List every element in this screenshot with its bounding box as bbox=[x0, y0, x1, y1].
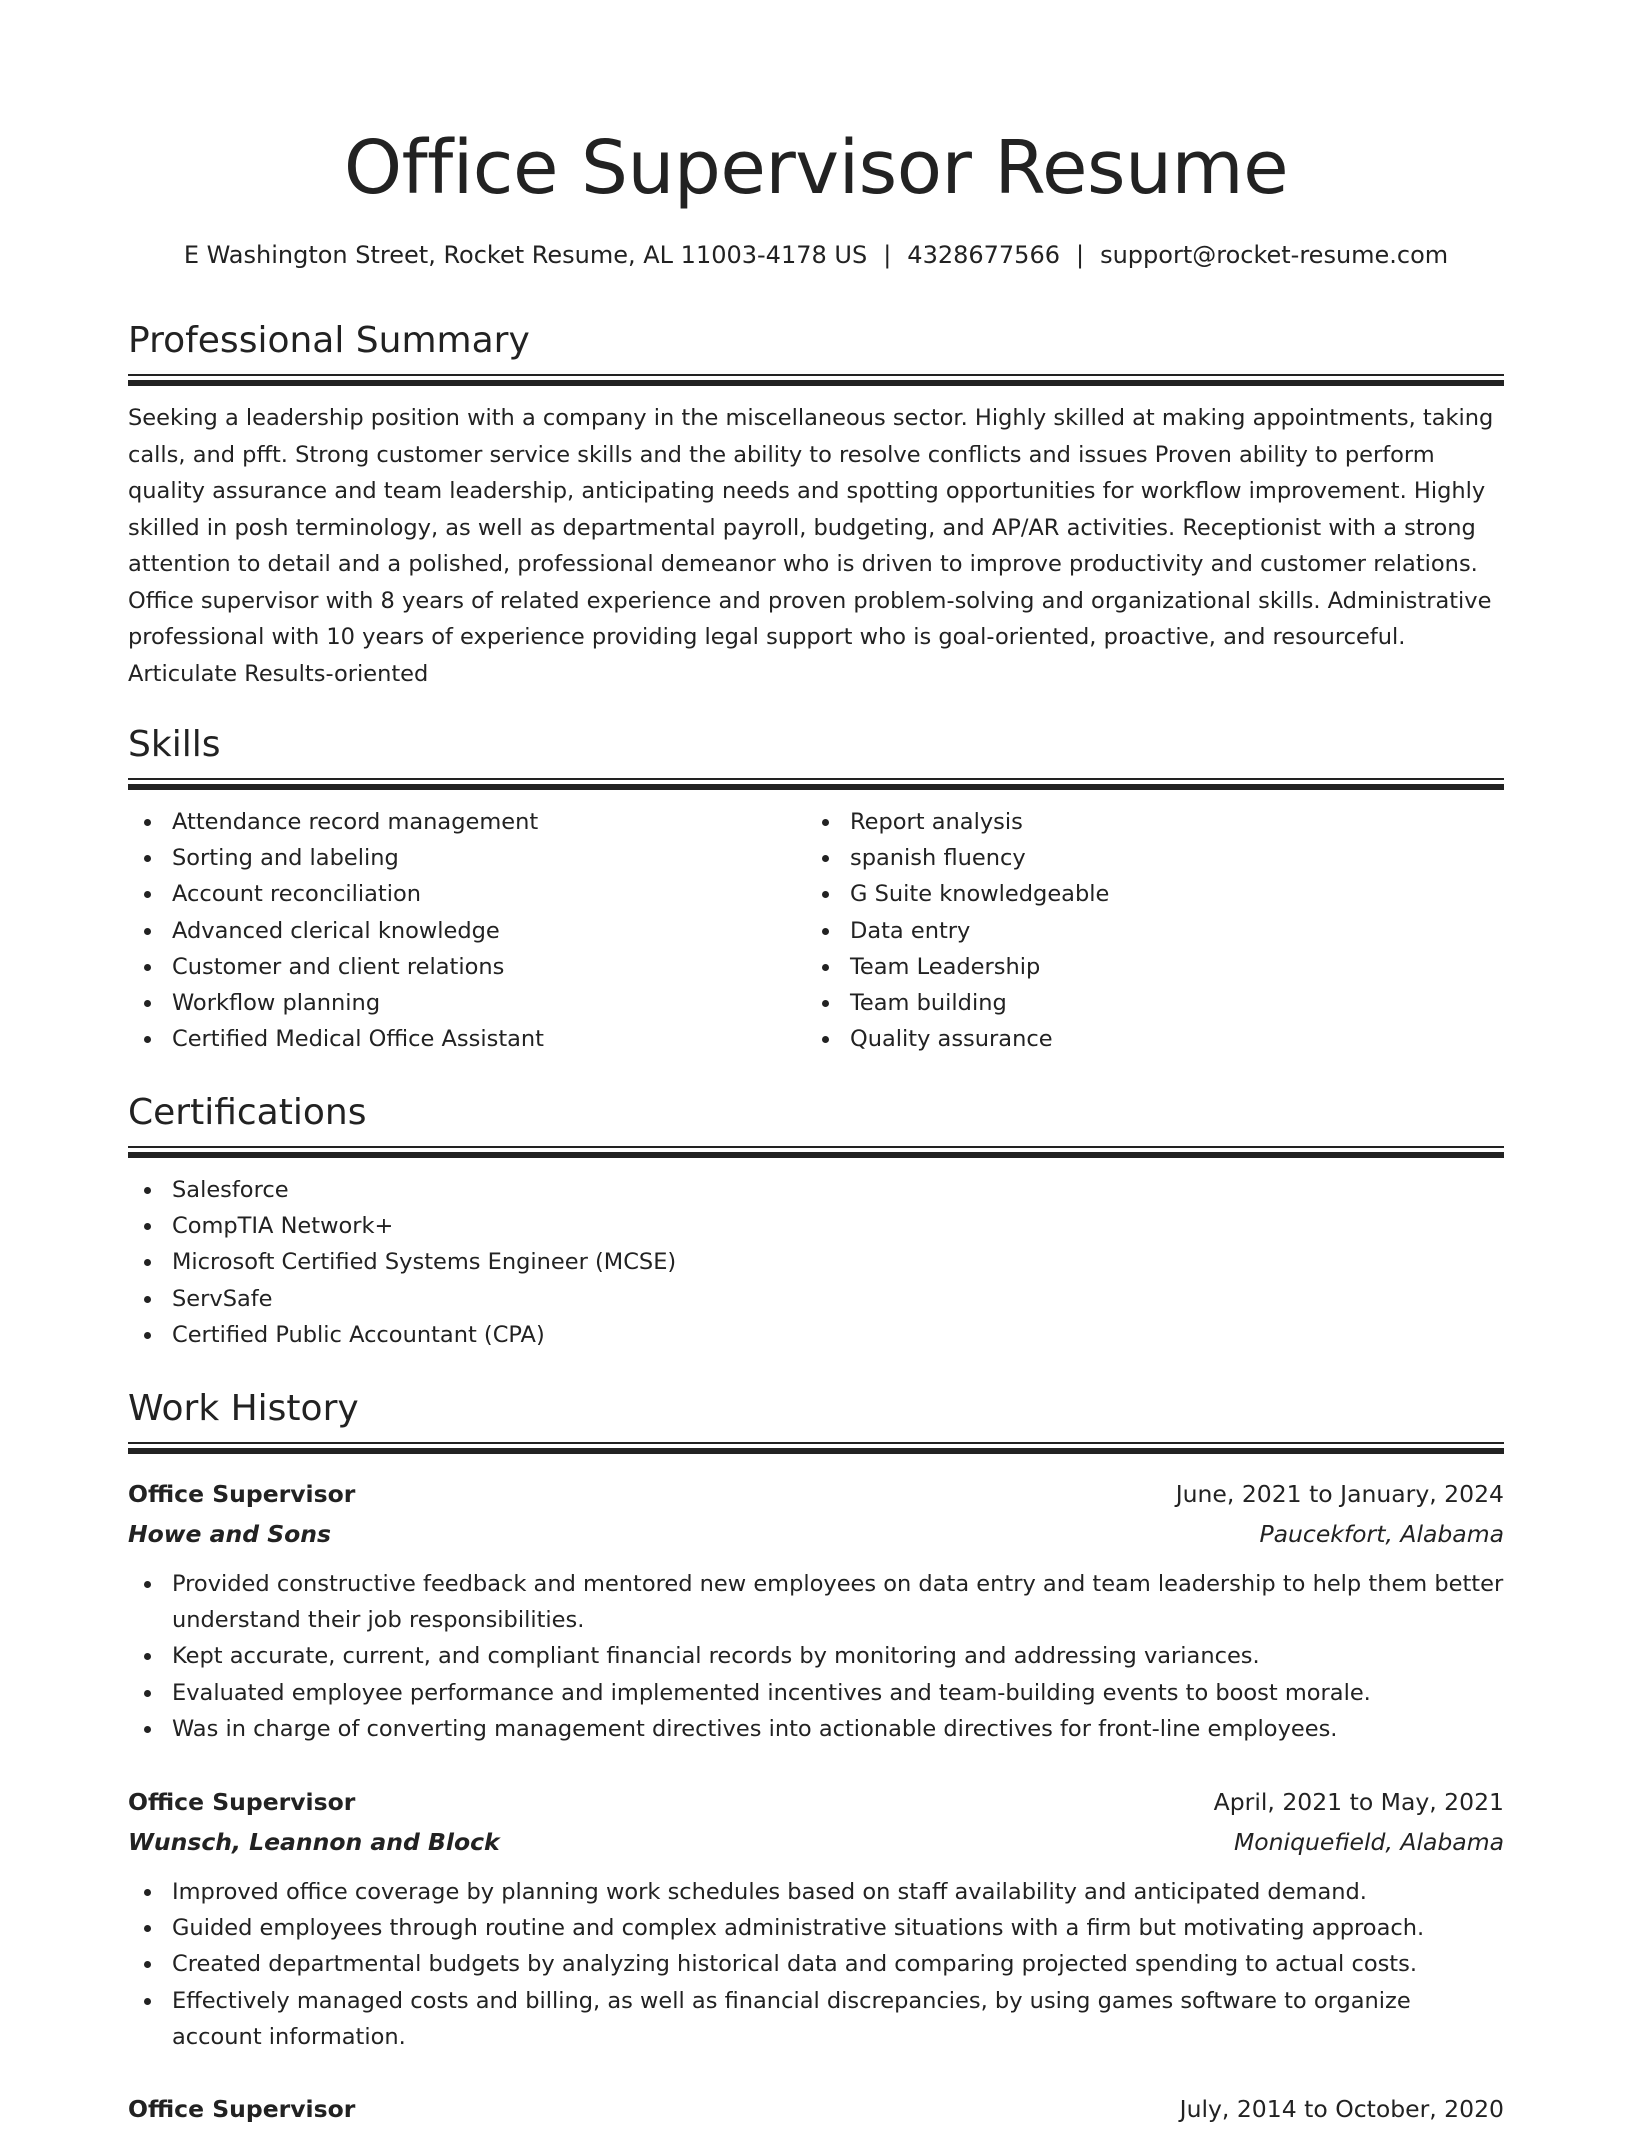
skill-item: G Suite knowledgeable bbox=[806, 876, 1484, 912]
contact-email: support@rocket-resume.com bbox=[1100, 241, 1449, 269]
job-title: Office Supervisor bbox=[128, 2095, 356, 2123]
section-divider bbox=[128, 1146, 1504, 1158]
section-heading: Work History bbox=[128, 1388, 359, 1429]
section-heading: Professional Summary bbox=[128, 320, 530, 361]
section-heading: Skills bbox=[128, 724, 221, 765]
job-bullet: Created departmental budgets by analyzing historical data and comparing projected spending to actual costs. bbox=[128, 1946, 1504, 1982]
contact-phone: 4328677566 bbox=[907, 241, 1060, 269]
job-location: Moniquefield, Alabama bbox=[1234, 1828, 1504, 1856]
skill-item: spanish fluency bbox=[806, 840, 1484, 876]
skill-item: Certified Medical Office Assistant bbox=[128, 1021, 806, 1057]
skills-list-right bbox=[806, 804, 1484, 1057]
section-heading: Certifications bbox=[128, 1092, 367, 1133]
contact-address: E Washington Street, Rocket Resume, AL 11003-4178 US bbox=[183, 241, 868, 269]
job-bullet: Evaluated employee performance and implemented incentives and team-building events to boost morale. bbox=[128, 1675, 1504, 1711]
job-dates: July, 2014 to October, 2020 bbox=[1179, 2095, 1504, 2123]
job-entry bbox=[128, 1782, 1504, 2055]
job-title: Office Supervisor bbox=[128, 1788, 356, 1816]
skills-column-left bbox=[128, 804, 806, 1057]
skill-item: Account reconciliation bbox=[128, 876, 806, 912]
section-divider bbox=[128, 374, 1504, 386]
job-bullet: Kept accurate, current, and compliant financial records by monitoring and addressing variances. bbox=[128, 1638, 1504, 1674]
skill-item: Attendance record management bbox=[128, 804, 806, 840]
section-divider bbox=[128, 1442, 1504, 1454]
job-entry bbox=[128, 1474, 1504, 1747]
job-dates: April, 2021 to May, 2021 bbox=[1213, 1788, 1504, 1816]
certifications-section bbox=[128, 1090, 1504, 1353]
resume-title: Office Supervisor Resume bbox=[343, 125, 1289, 211]
job-bullets bbox=[128, 1874, 1504, 2055]
job-company: Wunsch, Leannon and Block bbox=[128, 1828, 500, 1856]
job-bullets bbox=[128, 1566, 1504, 1747]
summary-text: Seeking a leadership position with a company in the miscellaneous sector. Highly skilled at making appointments, taking calls, and pfft. Strong customer service skills and the ability to resolve conflicts and issues Proven ability to perform quality assurance and team leadership, anticipating needs and spotting opportunities for workflow improvement. Highly skilled in posh terminology, as well as departmental payroll, budgeting, and AP/AR activities. Receptionist with a strong attention to detail and a polished, professional demeanor who is driven to improve productivity and customer relations. Office supervisor with 8 years of related experience and proven problem-solving and organizational skills. Administrative professional with 10 years of experience providing legal support who is goal-oriented, proactive, and resourceful. Articulate Results-oriented bbox=[128, 405, 1494, 687]
summary-section bbox=[128, 318, 1504, 692]
certification-item: CompTIA Network+ bbox=[128, 1208, 1504, 1244]
job-company: Howe and Sons bbox=[128, 1520, 332, 1548]
contact-separator: | bbox=[883, 241, 892, 269]
skill-item: Sorting and labeling bbox=[128, 840, 806, 876]
job-entry bbox=[128, 2089, 1504, 2129]
skills-section bbox=[128, 722, 1504, 1057]
certification-item: Certified Public Accountant (CPA) bbox=[128, 1317, 1504, 1353]
job-header-row bbox=[128, 2089, 1504, 2129]
job-title: Office Supervisor bbox=[128, 1480, 356, 1508]
job-bullet: Effectively managed costs and billing, as well as financial discrepancies, by using games software to organize account information. bbox=[128, 1983, 1504, 2055]
skill-item: Report analysis bbox=[806, 804, 1484, 840]
contact-separator: | bbox=[1076, 241, 1085, 269]
skill-item: Quality assurance bbox=[806, 1021, 1484, 1057]
contact-line bbox=[128, 238, 1504, 272]
certifications-list bbox=[128, 1172, 1504, 1353]
job-bullet: Guided employees through routine and complex administrative situations with a firm but motivating approach. bbox=[128, 1910, 1504, 1946]
certification-item: Salesforce bbox=[128, 1172, 1504, 1208]
skill-item: Customer and client relations bbox=[128, 949, 806, 985]
skill-item: Workflow planning bbox=[128, 985, 806, 1021]
job-location: Paucekfort, Alabama bbox=[1259, 1520, 1504, 1548]
job-company-row bbox=[128, 1822, 1504, 1862]
work-history-section bbox=[128, 1386, 1504, 1454]
job-bullet: Improved office coverage by planning work schedules based on staff availability and anticipated demand. bbox=[128, 1874, 1504, 1910]
job-company-row bbox=[128, 1514, 1504, 1554]
job-header-row bbox=[128, 1782, 1504, 1822]
skills-columns bbox=[128, 804, 1504, 1057]
job-bullet: Provided constructive feedback and mentored new employees on data entry and team leadership to help them better understand their job responsibilities. bbox=[128, 1566, 1504, 1638]
certification-item: Microsoft Certified Systems Engineer (MCSE) bbox=[128, 1244, 1504, 1280]
skill-item: Team Leadership bbox=[806, 949, 1484, 985]
skill-item: Team building bbox=[806, 985, 1484, 1021]
job-bullet: Was in charge of converting management directives into actionable directives for front-line employees. bbox=[128, 1711, 1504, 1747]
skill-item: Data entry bbox=[806, 913, 1484, 949]
section-divider bbox=[128, 778, 1504, 790]
certification-item: ServSafe bbox=[128, 1281, 1504, 1317]
skill-item: Advanced clerical knowledge bbox=[128, 913, 806, 949]
skills-list-left bbox=[128, 804, 806, 1057]
job-header-row bbox=[128, 1474, 1504, 1514]
skills-column-right bbox=[806, 804, 1484, 1057]
job-dates: June, 2021 to January, 2024 bbox=[1175, 1480, 1504, 1508]
